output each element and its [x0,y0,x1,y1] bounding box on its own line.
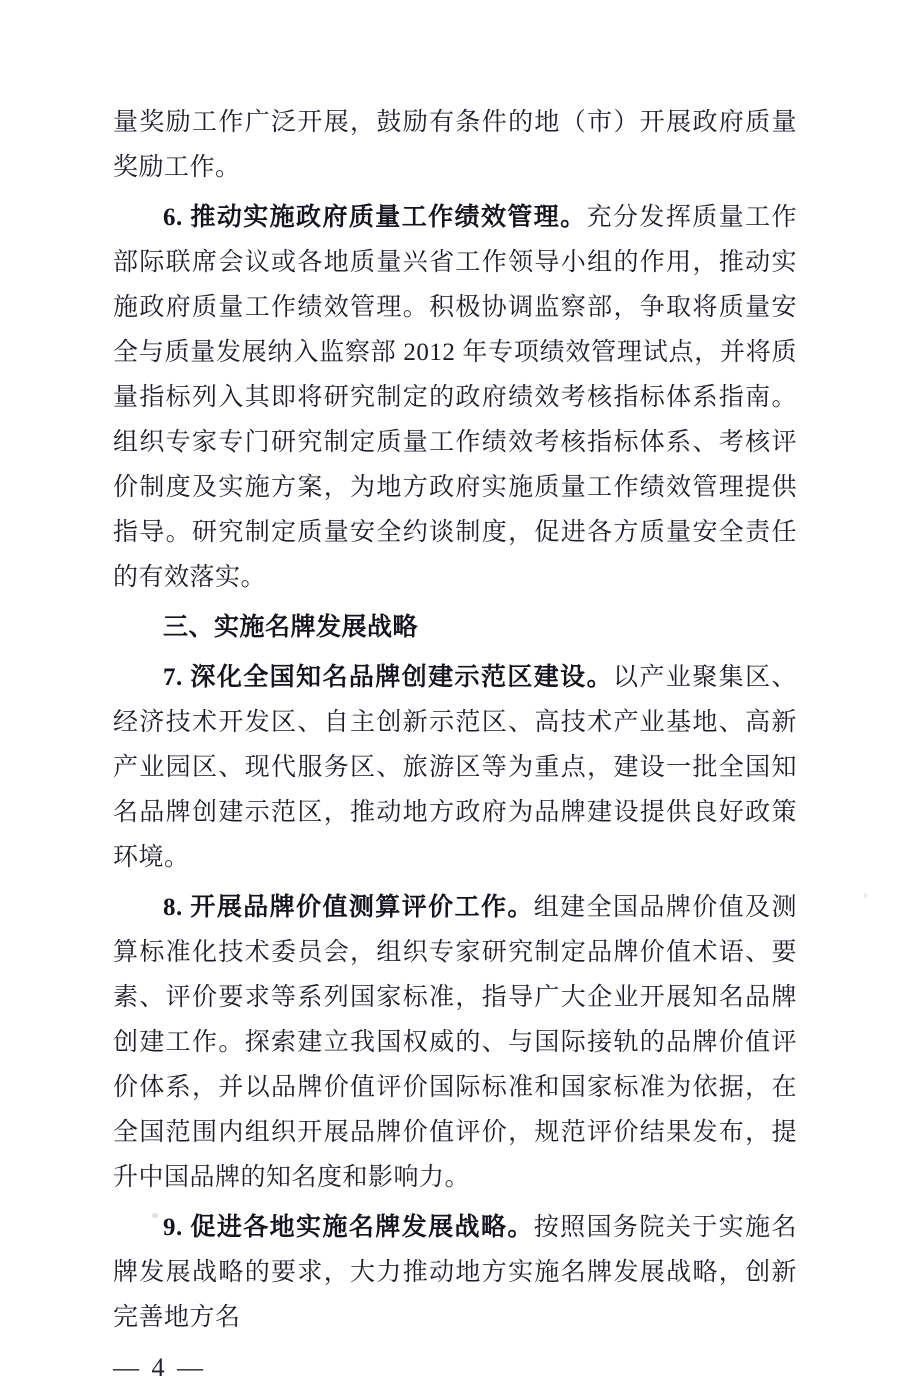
paragraph-item-8-lead: 8. 开展品牌价值测算评价工作。 [163,894,534,921]
scan-artifact-speck [864,893,867,898]
paragraph-item-7-text: 以产业聚集区、经济技术开发区、自主创新示范区、高技术产业基地、高新产业园区、现代服务区、旅游区等为重点，建设一批全国知名品牌创建示范区，推动地方政府为品牌建设提供良好政策环境。 [113,664,797,871]
paragraph-item-8-text: 组建全国品牌价值及测算标准化技术委员会，组织专家研究制定品牌价值术语、要素、评价要求等系列国家标准，指导广大企业开展知名品牌创建工作。探索建立我国权威的、与国际接轨的品牌价值评价体系，并以品牌价值评价国际标准和国家标准为依据，在全国范围内组织开展品牌价值评价，规范评价结果发布，提升中国品牌的知名度和影响力。 [113,894,797,1191]
paragraph-item-9-text: 按照国务院关于实施名牌发展战略的要求，大力推动地方实施名牌发展战略，创新完善地方名 [113,1214,797,1331]
page-number: — 4 — [113,1353,206,1382]
paragraph-item-7 [113,655,797,880]
paragraph-continuation-text: 量奖励工作广泛开展，鼓励有条件的地（市）开展政府质量奖励工作。 [113,109,797,181]
paragraph-item-6 [113,195,797,600]
paragraph-item-9-lead: 9. 促进各地实施名牌发展战略。 [163,1214,534,1241]
section-heading-3-text: 三、实施名牌发展战略 [163,614,419,641]
document-body [113,100,797,1390]
scan-artifact-dot [152,1213,158,1218]
paragraph-item-8 [113,885,797,1200]
paragraph-continuation [113,100,797,190]
paragraph-item-6-text: 充分发挥质量工作部际联席会议或各地质量兴省工作领导小组的作用，推动实施政府质量工作绩效管理。积极协调监察部，争取将质量安全与质量发展纳入监察部 2012 年专项绩效管理试点，并将质量指标列入其即将研究制定的政府绩效考核指标体系指南。组织专家专门研究制定质量工作绩效考核指标体系、考核评价制度及实施方案，为地方政府实施质量工作绩效管理提供指导。研究制定质量安全约谈制度，促进各方质量安全责任的有效落实。 [113,204,797,591]
paragraph-item-6-lead: 6. 推动实施政府质量工作绩效管理。 [163,204,587,231]
section-heading-3 [113,605,797,650]
paragraph-item-7-lead: 7. 深化全国知名品牌创建示范区建设。 [163,664,614,691]
